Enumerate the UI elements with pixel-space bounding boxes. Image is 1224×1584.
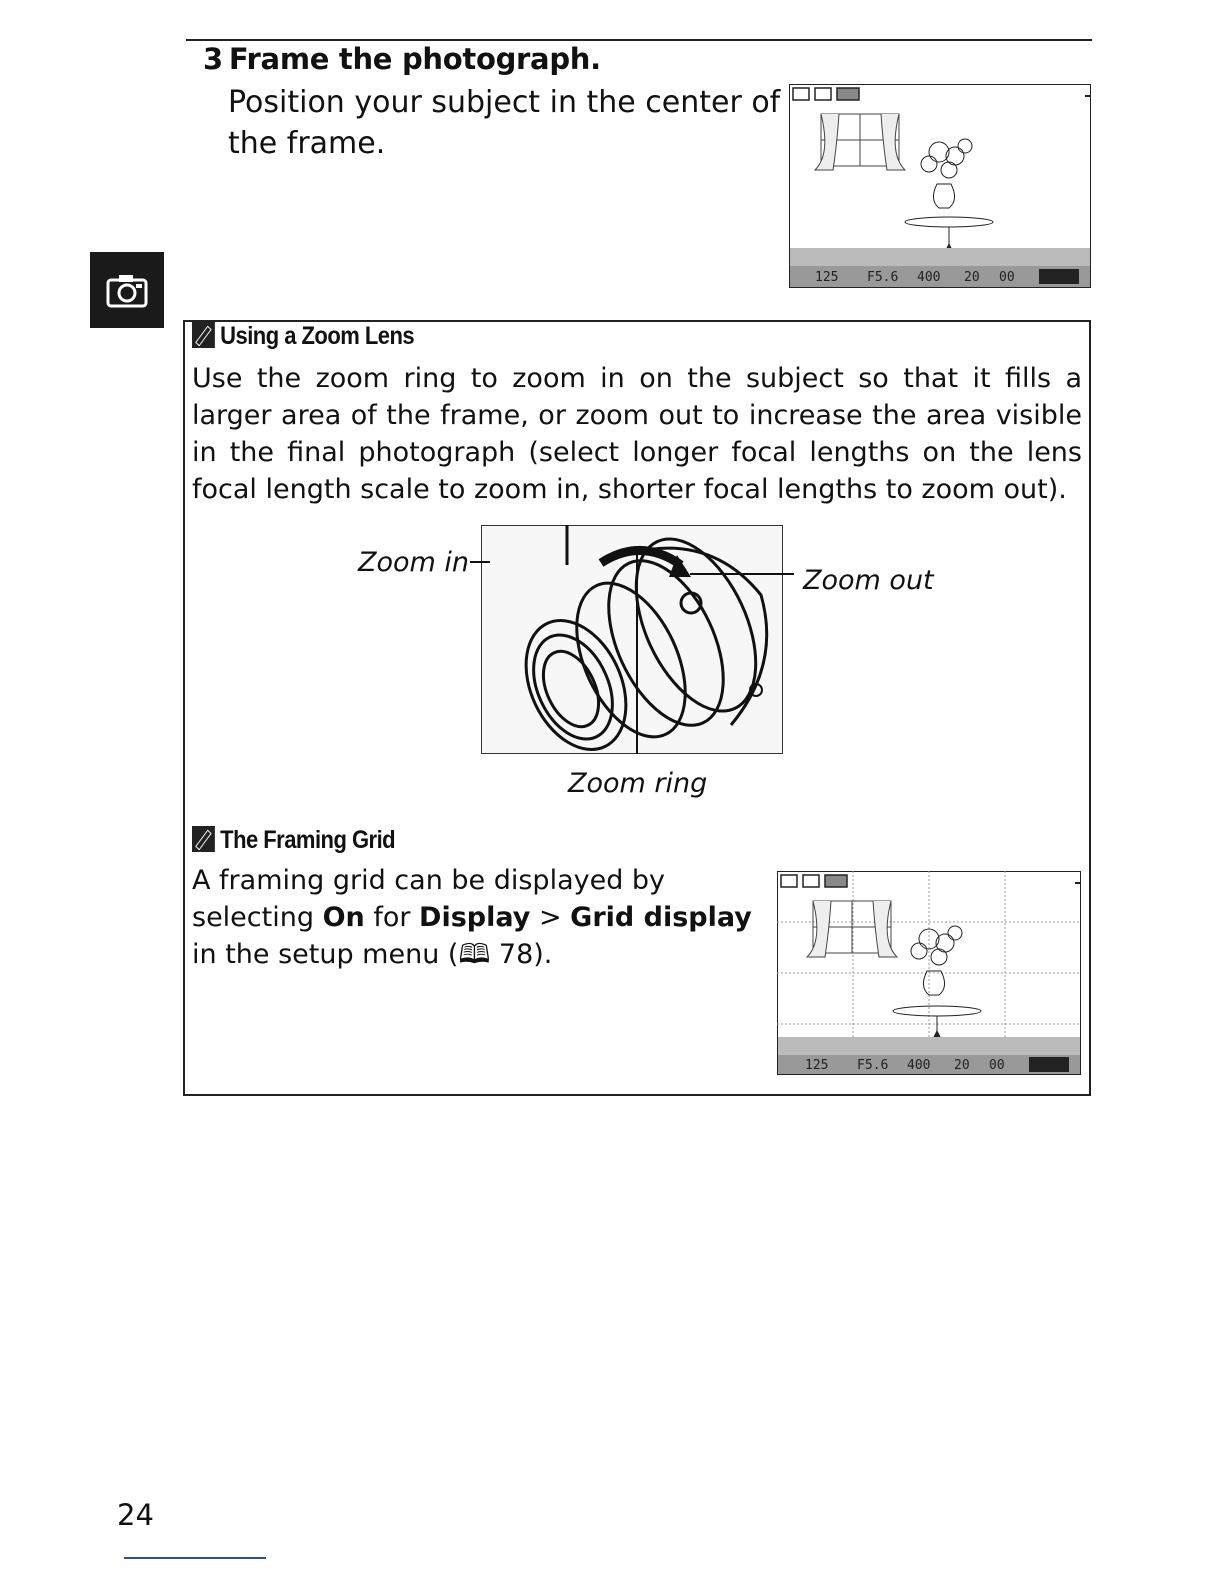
zoom-out-label: Zoom out <box>803 565 934 596</box>
grid-body-text-1: A framing grid can be displayed by selecting <box>192 865 666 933</box>
step-title: Frame the photograph. <box>228 42 601 76</box>
lcd-shutter: 125 <box>815 270 839 285</box>
zoom-in-label: Zoom in <box>358 547 470 578</box>
step-heading <box>203 42 601 76</box>
lcd-time: 00 <box>999 270 1015 285</box>
grid-body-display: Display <box>419 902 531 933</box>
grid-body-close: ). <box>533 939 553 970</box>
pencil-icon <box>192 826 215 852</box>
lcd2-shots: 20 <box>954 1058 970 1073</box>
pencil-icon <box>192 322 215 348</box>
lcd2-time: 00 <box>989 1058 1005 1073</box>
lcd2-aperture: F5.6 <box>857 1058 889 1073</box>
top-rule <box>186 39 1092 41</box>
step-text: Position your subject in the center of the frame. <box>228 85 781 161</box>
zoom-in-leader <box>470 560 490 570</box>
page-number: 24 <box>117 1498 154 1532</box>
grid-note-title-text: The Framing Grid <box>220 826 396 854</box>
zoom-note-title-text: Using a Zoom Lens <box>220 322 415 350</box>
monitor-preview <box>789 84 1091 288</box>
zoom-note-title <box>192 322 414 351</box>
grid-note-body <box>192 862 762 973</box>
zoom-ring-label: Zoom ring <box>568 768 708 799</box>
book-icon: 🕮︎ <box>458 939 491 970</box>
zoom-lens-illustration <box>481 525 783 755</box>
grid-body-sep: > <box>530 902 571 933</box>
monitor-preview-grid <box>777 871 1081 1075</box>
lcd2-iso: 400 <box>907 1058 931 1073</box>
window-illustration <box>815 114 905 170</box>
grid-body-on: On <box>322 902 365 933</box>
lcd-iso: 400 <box>917 270 941 285</box>
step-number: 3 <box>203 42 223 76</box>
lcd-aperture: F5.6 <box>867 270 899 285</box>
grid-body-grid-display: Grid display <box>570 902 752 933</box>
grid-body-page-ref: 78 <box>498 939 534 970</box>
camera-icon <box>106 272 148 308</box>
shooting-mode-tab <box>90 252 164 328</box>
zoom-note-body: Use the zoom ring to zoom in on the subject so that it fills a larger area of the frame, or zoom out to increase the area visible in the final photograph (select longer focal lengths on the lens focal length scale to zoom in, shorter focal lengths to zoom out). <box>192 363 1082 505</box>
zoom-out-leader <box>690 570 794 580</box>
grid-body-for: for <box>364 902 420 933</box>
lcd2-shutter: 125 <box>805 1058 829 1073</box>
grid-body-text-2: in the setup menu ( <box>192 939 459 970</box>
footer-rule <box>124 1557 266 1559</box>
grid-note-title <box>192 826 395 855</box>
lcd-shots: 20 <box>964 270 980 285</box>
